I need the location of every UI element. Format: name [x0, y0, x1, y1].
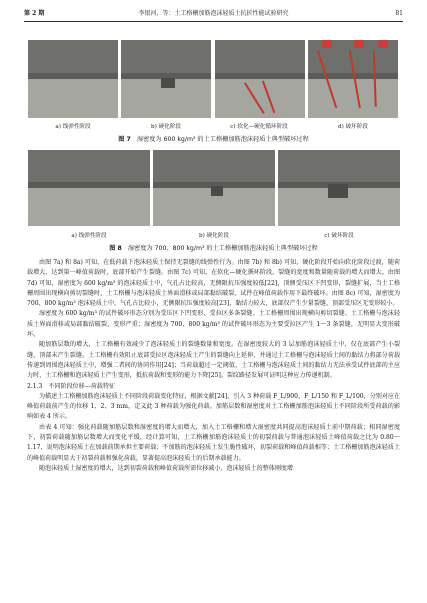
- fig7-photo-a: [28, 40, 118, 118]
- paragraph-3: 随加筋层数的增大，土工格栅有效减少了泡沫轻质土的裂缝数量和宽度。在湿密度较大的 3 层加筋泡沫轻质土中，仅在底部产生小裂缝，顶部未产生裂缝。土工格栅有效阻止底部受拉区泡沫轻质土产生的裂缝向上延伸，并通过土工格栅与泡沫轻质土间的黏结力将部分荷载传递到周围泡沫轻质土中，增强二者间的协同作用[24]；当荷载超过一定阈值，土工格栅与泡沫轻质土间的黏结力无法承受试件底部的主应力时，土工格栅和泡沫轻质土产生变形，抵抗荷载和变形的能力下降[25]。裂纹路径发展可证明这种应力传递机制。: [27, 341, 400, 380]
- figure-8-photos: [28, 150, 400, 226]
- fig8-label-c: c) 破坏阶段: [324, 233, 354, 239]
- fig7-label-c: c) 软化—硬化循环阶段: [230, 124, 288, 130]
- paragraph-2: 湿密度为 600 kg/m³ 的试件破坏形态分别为受压区下凹变形、受拉区多条裂缝、土工格栅周围出现横向剪切裂缝、土工格栅与泡沫轻质土界面滑移或局部黏结破裂，变形严重；湿密度为 700、800 kg/m³ 的试件破坏形态为主要受拉区产生 1～3 条裂缝，无明显大变形破坏。: [27, 310, 400, 339]
- fig7-label-d: d) 破坏阶段: [338, 124, 368, 130]
- running-title: 李银河，等：土工格栅加筋泡沫轻质土抗折性能试验研究: [138, 10, 289, 17]
- fig7-label-b: b) 硬化阶段: [151, 124, 181, 130]
- body-text: [27, 258, 400, 474]
- fig7-photo-c: [215, 40, 305, 118]
- paragraph-6: 随泡沫轻质土湿密度的增大，达到初裂荷载和峰值荷载所需位移减小，泡沫轻质土的整体刚度增: [39, 464, 293, 472]
- section-heading: 2.1.3 不同阶段位移—荷载特征: [27, 382, 115, 390]
- paragraph-5: 由表 4 可知：强化荷载随加筋层数和湿密度的增大而增大，加入土工格栅和增大湿密度共同提高泡沫轻质土前中期荷载；相同湿密度下，初裂荷载随加筋层数增大而变化平缓，经计算可知，土工格栅加筋泡沫轻质土的初裂荷载与普通泡沫轻质土峰值荷载之比为 0.80～1.17，说明泡沫轻质土在加载前期承担主要荷载；不加筋的泡沫轻质土发生脆性破坏，初裂荷载和峰值荷载相等；土工格栅加筋泡沫轻质土的峰值荷载明显大于初裂荷载和强化荷载，显著提高泡沫轻质土的后期承载能力。: [27, 423, 400, 462]
- figure-7-number: 图 7: [118, 136, 131, 143]
- figure-7-photos: [28, 40, 398, 118]
- fig8-photo-a: [28, 150, 150, 226]
- figure-8-caption: [0, 243, 427, 252]
- journal-issue: 第 2 期: [24, 10, 45, 17]
- fig8-photo-b: [153, 150, 275, 226]
- fig7-photo-b: [121, 40, 211, 118]
- figure-8-caption-text: 湿密度为 700、800 kg/m³ 的土工格栅加筋泡沫轻质土典型破坏过程: [127, 245, 318, 252]
- figure-8-number: 图 8: [109, 245, 122, 252]
- page-number: 81: [395, 10, 403, 17]
- fig8-label-a: a) 线弹性阶段: [71, 233, 107, 239]
- paragraph-1: 由图 7a) 和 8a) 可知，在低荷载下泡沫轻质土保持无裂缝的线弹性行为。由图 7b) 和 8b) 可知，硬化阶段开始向软化阶段过渡，随荷载增大，达到第一峰值荷载时，底部开始产生裂缝。由图 7c) 可知，在软化—硬化循环阶段，裂缝的宽度和数量随荷载的增大而增大。由图 7d) 可知，湿密度为 600 kg/m³ 的泡沫轻质土中，气孔占比较高，无侧限抗压强度较低[22]，顶侧受压区下凹变形，裂缝扩展，当土工格栅周围出现横向剪切裂缝时，土工格栅与泡沫轻质土界面滑移或局部黏结破裂，试件在峰值荷载作用下最终破坏。由图 8c) 可知，湿密度为 700、800 kg/m³ 泡沫轻质土中，气孔占比较小，无侧限抗压强度较高[23]，黏结力较大，底部仅产生少量裂缝，顶部受压区无变形较小。: [27, 259, 400, 308]
- fig7-photo-d: [308, 40, 398, 118]
- fig7-label-a: a) 线弹性阶段: [55, 124, 91, 130]
- page-header: [24, 8, 403, 22]
- fig8-label-b: b) 硬化阶段: [199, 233, 229, 239]
- figure-7-caption-text: 湿密度为 600 kg/m³ 的土工格栅加筋泡沫轻质土典型破坏过程: [136, 136, 309, 143]
- figure-7-caption: [0, 134, 427, 143]
- fig8-photo-c: [278, 150, 400, 226]
- paragraph-4: 为描述土工格栅加筋泡沫轻质土不同阶段荷载变化特征，根据文献[24]，引入 3 种荷载 F_L/900、F_L/150 和 F_L/100，分别对应在峰值荷载前产生的位移 1、2、3 mm，定义此 3 种荷载为强化荷载。加筋层数和湿密度对土工格栅加筋泡沫轻质土不同阶段所受荷载的影响如表 4 所示。: [27, 392, 400, 421]
